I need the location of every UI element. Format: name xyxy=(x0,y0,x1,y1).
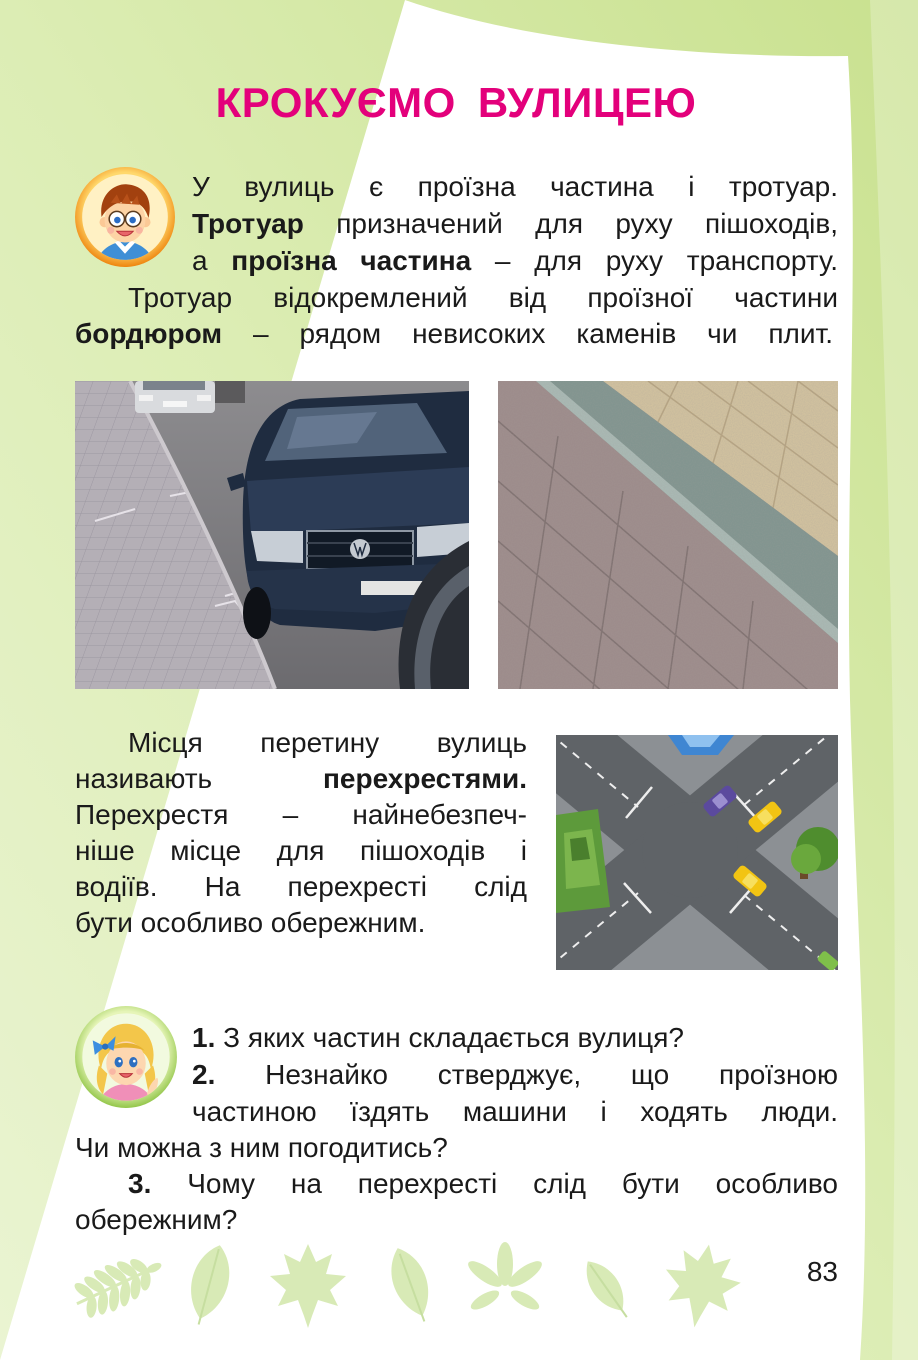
intro-line-4: Тротуар відокремлений від проїзної частини xyxy=(128,282,838,313)
leaf-decoration-icon xyxy=(60,1238,760,1330)
crossroads-line-4: ніше місце для пішоходів і xyxy=(75,835,527,866)
crossroads-line-3: Перехрестя – найнебезпеч- xyxy=(75,799,527,830)
question-3-line-1 xyxy=(128,1165,838,1202)
intro-line-2-text: призначений для руху пішоходів, xyxy=(303,208,838,239)
page-number: 83 xyxy=(806,1256,838,1287)
page-title: КРОКУЄМО ВУЛИЦЕЮ xyxy=(215,79,697,126)
question-2-line-2: частиною їздять машини і ходять люди. xyxy=(192,1096,838,1127)
intro-line-1: У вулиць є проїзна частина і тротуар. xyxy=(192,171,838,202)
question-2-line-1 xyxy=(192,1056,838,1093)
term-crossroads: перехрестями. xyxy=(323,763,527,794)
question-3-line-2: обережним? xyxy=(75,1204,238,1235)
boy-avatar-icon xyxy=(74,166,176,268)
curb-closeup-photo xyxy=(498,381,838,689)
crossroads-line-2-start: називають xyxy=(75,763,323,794)
crossroads-line-6: бути особливо обережним. xyxy=(75,907,426,938)
intersection-illustration xyxy=(556,735,838,970)
white-car xyxy=(135,381,215,413)
crossroads-line-5: водіїв. На перехресті слід xyxy=(75,871,527,902)
crossroads-line-1: Місця перетину вулиць xyxy=(128,727,527,758)
fern-leaf xyxy=(66,1242,171,1326)
question-2-line-3: Чи можна з ним погодитись? xyxy=(75,1132,448,1163)
term-curb: бордюром xyxy=(75,318,223,349)
oval-leaf xyxy=(181,1241,237,1330)
background-shadow xyxy=(215,381,245,403)
question-1-number: 1. xyxy=(192,1022,216,1053)
girl-avatar-icon xyxy=(74,1005,178,1109)
intro-line-3-start: а xyxy=(192,245,232,276)
intro-line-5-text: – рядом невисоких каменів чи плит. xyxy=(222,318,833,349)
question-2-text-1: Незнайко стверджує, що проїзною xyxy=(215,1059,838,1090)
small-leaf xyxy=(577,1254,638,1325)
question-1 xyxy=(192,1019,838,1056)
sidewalk-cars-photo xyxy=(75,381,469,689)
question-3-number: 3. xyxy=(128,1168,152,1199)
question-3-text-1: Чому на перехресті слід бути особливо xyxy=(151,1168,838,1199)
maple-leaf xyxy=(270,1244,346,1328)
intro-line-3-text: – для руху транспорту. xyxy=(471,245,838,276)
question-1-text: З яких частин складається вулиця? xyxy=(215,1022,684,1053)
term-sidewalk: Тротуар xyxy=(192,208,304,239)
stone-texture xyxy=(498,381,838,689)
intro-line-5 xyxy=(75,315,833,352)
crossroads-line-2 xyxy=(75,760,527,797)
intro-line-3 xyxy=(192,242,838,279)
intro-line-2 xyxy=(192,205,838,242)
oval-leaf-2 xyxy=(382,1243,440,1328)
chestnut-leaf xyxy=(465,1242,546,1313)
term-roadway: проїзна частина xyxy=(231,245,472,276)
question-2-number: 2. xyxy=(192,1059,216,1090)
maple-leaf-2 xyxy=(657,1238,746,1330)
